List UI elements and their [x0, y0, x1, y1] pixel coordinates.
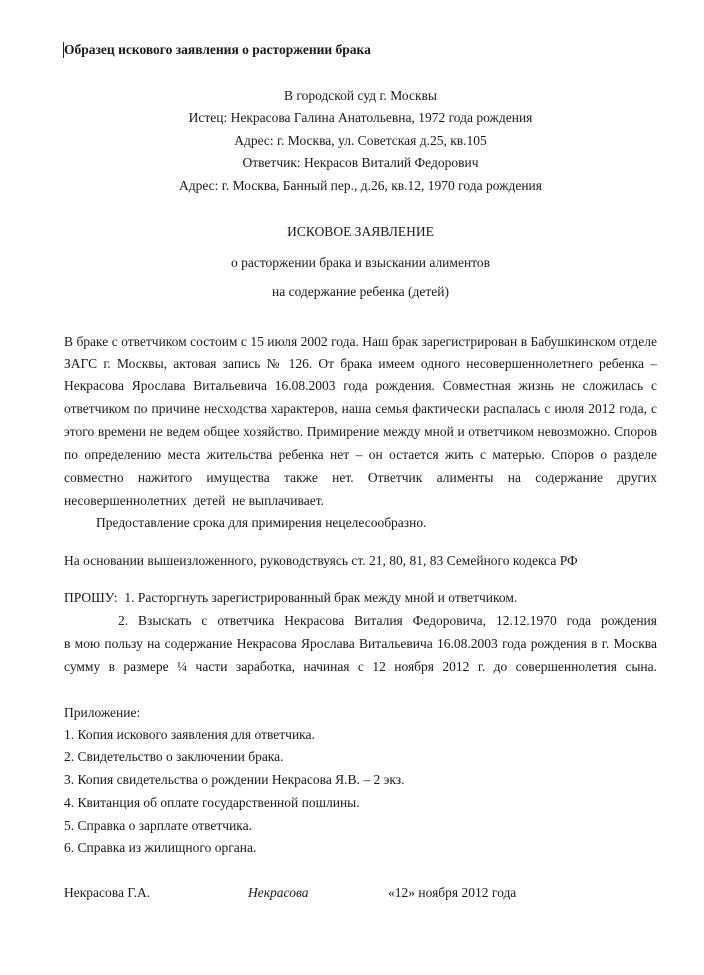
plaintiff-address-line: Адрес: г. Москва, ул. Советская д.25, кв.105: [234, 133, 487, 148]
claim-subheading: на содержание ребенка (детей): [271, 284, 450, 299]
defendant-line: Ответчик: Некрасов Виталий Федорович: [242, 155, 479, 170]
document-title: Образец искового заявления о расторжении брака: [64, 42, 371, 57]
request-item-2-line: в мою пользу на содержание Некрасова Ярослава Витальевича 16.08.2003 года рождения в г. Москва: [64, 636, 657, 651]
body-line: совместно нажитого имущества также нет. Ответчик алименты на содержание других: [64, 470, 657, 485]
request-item-1: [64, 589, 657, 607]
body-line: по определению места жительства ребенка нет – он остается жить с матерью. Споров о разделе: [64, 447, 657, 462]
legal-basis-line: На основании вышеизложенного, руководствуясь ст. 21, 80, 81, 83 Семейного кодекса РФ: [64, 553, 578, 568]
claim-heading: ИСКОВОЕ ЗАЯВЛЕНИЕ: [287, 224, 434, 239]
request-label: ПРОШУ:: [64, 590, 118, 605]
body-line: этого времени не ведем общее хозяйство. Примирение между мной и ответчиком невозможно. Споров: [64, 424, 657, 439]
attachment-item: 5. Справка о зарплате ответчика.: [64, 818, 253, 833]
attachment-item: 4. Квитанция об оплате государственной пошлины.: [64, 795, 360, 810]
attachments-label: Приложение:: [64, 705, 141, 720]
court-line: В городской суд г. Москвы: [284, 88, 437, 103]
body-line: Некрасова Ярослава Витальевича 16.08.2003 года рождения. Совместная жизнь не сложилась с: [64, 378, 657, 393]
attachment-item: 2. Свидетельство о заключении брака.: [64, 749, 284, 764]
attachment-item: 6. Справка из жилищного органа.: [64, 840, 257, 855]
plaintiff-line: Истец: Некрасова Галина Анатольевна, 1972 года рождения: [188, 110, 533, 125]
request-item-2-line: сумму в размере ¼ части заработка, начиная с 12 ноября 2012 г. до совершеннолетия сына.: [64, 659, 657, 674]
body-line: ответчиком по причине несходства характеров, наша семья фактически распалась с июля 2012 года, с: [64, 401, 657, 416]
request-item-2-line: 2. Взыскать с ответчика Некрасова Виталия Федоровича, 12.12.1970 года рождения: [118, 613, 657, 628]
body-line: ЗАГС г. Москвы, актовая запись № 126. От брака имеем одного несовершеннолетнего ребенка –: [64, 356, 657, 371]
reconciliation-line: Предоставление срока для примирения нецелесообразно.: [96, 515, 427, 530]
body-line: несовершеннолетних детей не выплачивает.: [64, 493, 324, 508]
body-line: В браке с ответчиком состоим с 15 июля 2002 года. Наш брак зарегистрирован в Бабушкинском отделе: [64, 334, 657, 349]
signature: Некрасова: [248, 885, 309, 900]
defendant-address-line: Адрес: г. Москва, Банный пер., д.26, кв.12, 1970 года рождения: [178, 178, 542, 193]
signer-name: Некрасова Г.А.: [64, 885, 151, 900]
request-item-text: 1. Расторгнуть зарегистрированный брак между мной и ответчиком.: [124, 590, 518, 605]
attachment-item: 3. Копия свидетельства о рождении Некрасова Я.В. – 2 экз.: [64, 772, 405, 787]
claim-subheading: о расторжении брака и взыскании алиментов: [230, 255, 491, 270]
attachment-item: 1. Копия искового заявления для ответчика.: [64, 727, 315, 742]
signature-date: «12» ноября 2012 года: [388, 885, 517, 900]
